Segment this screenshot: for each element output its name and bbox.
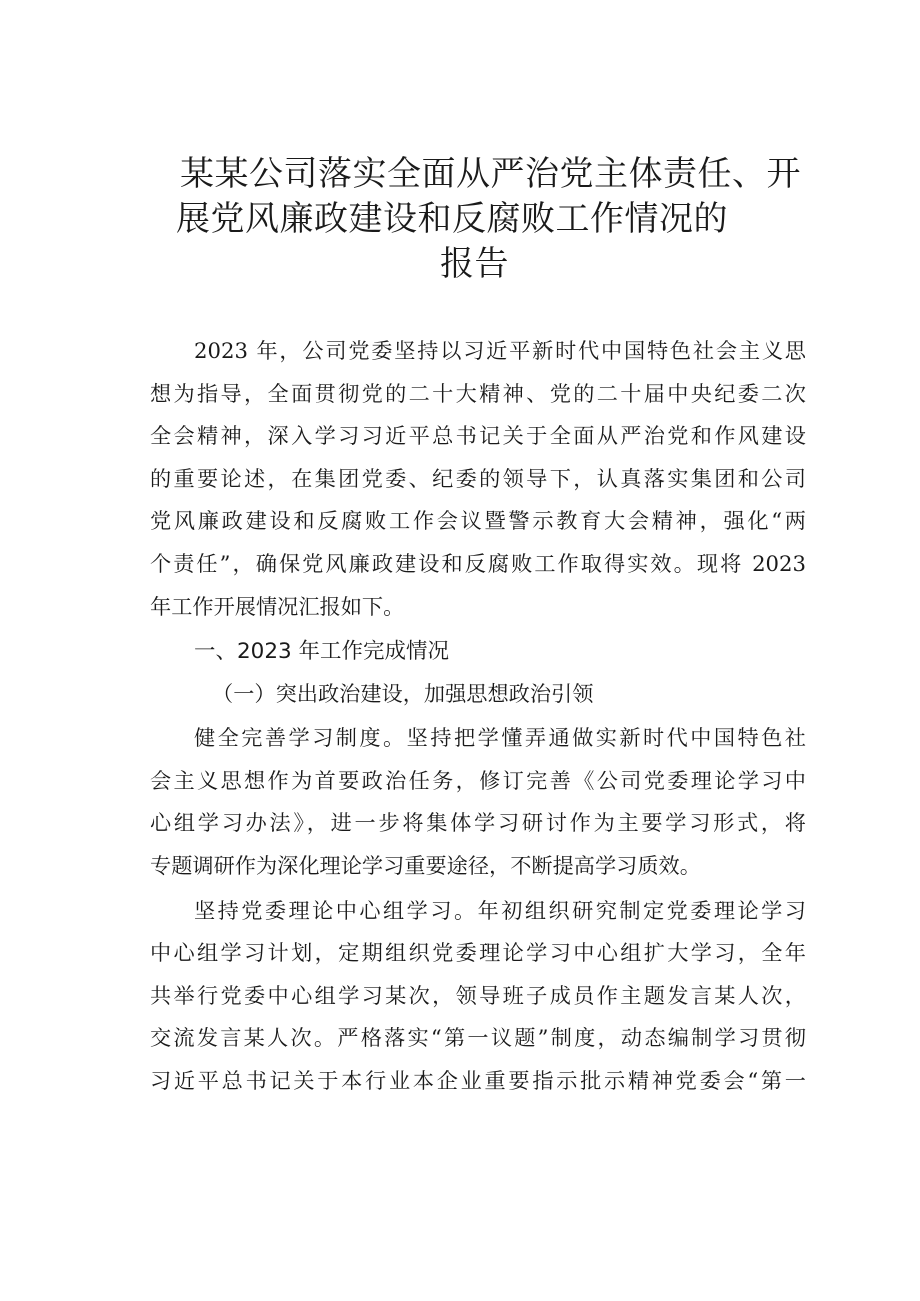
- study-system-paragraph: [150, 717, 806, 887]
- paragraph-line: 个责任”，确保党风廉政建设和反腐败工作取得实效。现将 2023: [150, 550, 806, 576]
- title-line-3: 报告: [440, 244, 509, 284]
- section-heading: 一、2023 年工作完成情况: [194, 639, 450, 665]
- paragraph-line: 心组学习办法》，进一步将集体学习研讨作为主要学习形式，将: [150, 810, 806, 836]
- paragraph-line: 全会精神，深入学习习近平总书记关于全面从严治党和作风建设: [150, 423, 806, 449]
- paragraph-line: 健全完善学习制度。坚持把学懂弄通做实新时代中国特色社: [194, 725, 806, 751]
- center-group-paragraph: [150, 890, 806, 1103]
- paragraph-line: 共举行党委中心组学习某次，领导班子成员作主题发言某人次，: [150, 982, 806, 1008]
- paragraph-line: 坚持党委理论中心组学习。年初组织研究制定党委理论学习: [194, 897, 806, 923]
- paragraph-line: 年工作开展情况汇报如下。: [150, 593, 405, 619]
- paragraph-line: 想为指导，全面贯彻党的二十大精神、党的二十届中央纪委二次: [150, 380, 806, 406]
- paragraph-line: 的重要论述，在集团党委、纪委的领导下，认真落实集团和公司: [150, 465, 806, 491]
- paragraph-line: 交流发言某人次。严格落实“第一议题”制度，动态编制学习贯彻: [150, 1025, 806, 1051]
- intro-paragraph: [150, 330, 806, 628]
- paragraph-line: 中心组学习计划，定期组织党委理论学习中心组扩大学习，全年: [150, 940, 806, 966]
- paragraph-line: 党风廉政建设和反腐败工作会议暨警示教育大会精神，强化“两: [150, 508, 806, 534]
- paragraph-line: 会主义思想作为首要政治任务，修订完善《公司党委理论学习中: [150, 767, 806, 793]
- title-line-2: 展党风廉政建设和反腐败工作情况的: [176, 199, 728, 239]
- paragraph-line: 专题调研作为深化理论学习重要途径，不断提高学习质效。: [150, 852, 701, 878]
- document-title: [150, 152, 810, 287]
- paragraph-line: 习近平总书记关于本行业本企业重要指示批示精神党委会“第一: [150, 1067, 806, 1093]
- paragraph-line: 2023 年，公司党委坚持以习近平新时代中国特色社会主义思: [194, 338, 806, 363]
- document-body: [150, 330, 806, 1103]
- title-line-1: 某某公司落实全面从严治党主体责任、开: [180, 154, 801, 194]
- subsection-heading: （一）突出政治建设，加强思想政治引领: [212, 681, 594, 707]
